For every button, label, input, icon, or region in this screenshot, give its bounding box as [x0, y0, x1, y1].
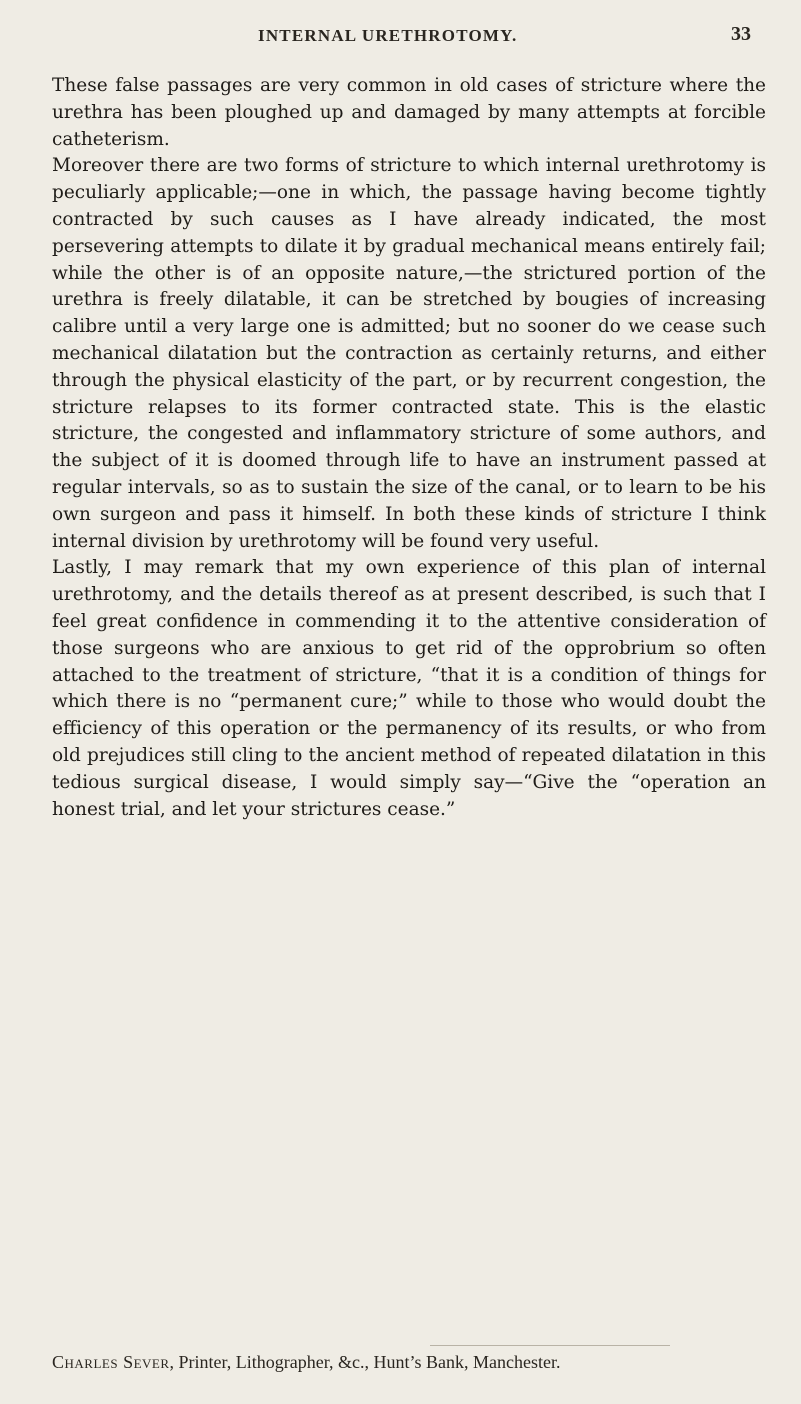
- footer-rule: [430, 1345, 670, 1346]
- running-title: INTERNAL URETHROTOMY.: [258, 26, 518, 45]
- printer-imprint: [52, 1352, 766, 1373]
- imprint-details: , Printer, Lithographer, &c., Hunt’s Bank, Manchester.: [169, 1352, 561, 1372]
- paragraph-lastly: Lastly, I may remark that my own experience of this plan of internal urethrotomy, and the details thereof as at present described, is such that I feel great confidence in commending it to the attentive consideration of those surgeons who are anxious to get rid of the opprobrium so often attached to the treatment of stricture, “that it is a condition of things for which there is no “permanent cure;” while to those who would doubt the efficiency of this operation or the permanency of its results, or who from old prejudices still cling to the ancient method of repeated dilatation in this tedious surgical disease, I would simply say—“Give the “operation an honest trial, and let your strictures cease.”: [52, 557, 766, 820]
- running-head: [0, 23, 801, 56]
- page-number: 33: [731, 23, 751, 45]
- paragraph-false-passages: These false passages are very common in old cases of stricture where the urethra has been ploughed up and damaged by many attempts at forcible catheterism.: [52, 75, 766, 150]
- paragraph-two-forms: Moreover there are two forms of stricture to which internal urethrotomy is peculiarly applicable;—one in which, the passage having become tightly contracted by such causes as I have already indicated, the most persevering attempts to dilate it by gradual mechanical means entirely fail; while the other is of an opposite nature,—the strictured portion of the urethra is freely dilatable, it can be stretched by bougies of increasing calibre until a very large one is admitted; but no sooner do we cease such mechanical dilatation but the contraction as certainly returns, and either through the physical elasticity of the part, or by recurrent congestion, the stricture relapses to its former contracted state. This is the elastic stricture, the congested and inflammatory stricture of some authors, and the subject of it is doomed through life to have an instrument passed at regular intervals, so as to sustain the size of the canal, or to learn to be his own surgeon and pass it himself. In both these kinds of stricture I think internal division by urethrotomy will be found very useful.: [52, 155, 766, 552]
- printer-name: Charles Sever: [52, 1352, 170, 1372]
- body-text: [52, 73, 766, 823]
